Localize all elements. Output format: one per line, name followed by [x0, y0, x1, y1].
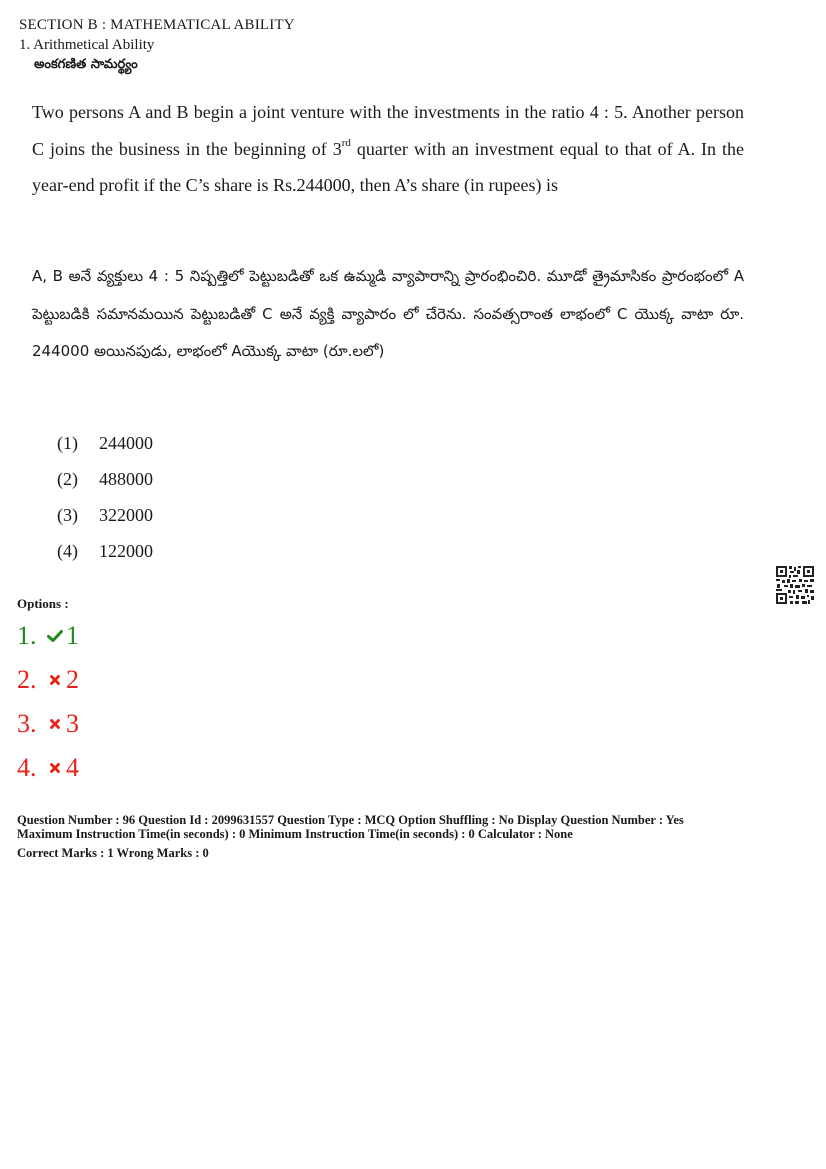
choice-value: 244000	[99, 433, 153, 453]
option-number: 2.	[17, 665, 37, 694]
choice-2	[57, 464, 153, 500]
check-icon	[44, 629, 66, 643]
question-text-part2: quarter with an investment equal to that of A. In the year-end profit if the C’s share is Rs.244000, then A’s share (in rupees) is	[32, 138, 744, 195]
question-meta-line-2: Maximum Instruction Time(in seconds) : 0 Minimum Instruction Time(in seconds) : 0 Calculator : None	[17, 827, 573, 841]
choice-value: 122000	[99, 541, 153, 561]
section-header: SECTION B : MATHEMATICAL ABILITY	[19, 17, 295, 33]
answer-choices	[57, 428, 153, 572]
question-text-english	[32, 94, 744, 204]
option-value: 4	[66, 753, 79, 782]
option-2	[17, 658, 79, 702]
option-3	[17, 702, 79, 746]
option-value: 2	[66, 665, 79, 694]
question-text-part1: Two persons A and B begin a joint venture with the investments in the ratio 4 : 5. Another person C joins the business in the beginning of 3	[32, 102, 744, 159]
subject-title-telugu: అంకగణిత సామర్థ్యం	[34, 57, 138, 72]
cross-icon	[44, 718, 66, 730]
question-meta-line-3: Correct Marks : 1 Wrong Marks : 0	[17, 846, 209, 860]
choice-number: (3)	[57, 505, 78, 525]
choice-number: (2)	[57, 469, 78, 489]
choice-value: 488000	[99, 469, 153, 489]
cross-icon	[44, 674, 66, 686]
cross-icon	[44, 762, 66, 774]
option-4	[17, 746, 79, 790]
option-number: 3.	[17, 709, 37, 738]
choice-1	[57, 428, 153, 464]
question-text-telugu: A, B అనే వ్యక్తులు 4 : 5 నిష్పత్తిలో పెట్టుబడితో ఒక ఉమ్మడి వ్యాపారాన్ని ప్రారంభించిరి. మూడో త్రైమాసికం ప్రారంభంలో A పెట్టుబడికి సమానమయిన పెట్టుబడితో C అనే వ్యక్తి వ్యాపారం లో చేరెను. సంవత్సరాంత లాభంలో C యొక్క వాటా రూ. 244000 అయినపుడు, లాభంలో Aయొక్క వాటా (రూ.లలో)	[32, 267, 744, 360]
option-value: 1	[66, 621, 79, 650]
choice-value: 322000	[99, 505, 153, 525]
option-number: 1.	[17, 621, 37, 650]
subject-title: 1. Arithmetical Ability	[19, 37, 155, 53]
option-1	[17, 614, 79, 658]
option-number: 4.	[17, 753, 37, 782]
choice-4	[57, 536, 153, 572]
qr-code-icon	[775, 565, 815, 605]
choice-3	[57, 500, 153, 536]
option-value: 3	[66, 709, 79, 738]
options-list	[17, 614, 79, 790]
question-meta-line-1: Question Number : 96 Question Id : 2099631557 Question Type : MCQ Option Shuffling : No Display Question Number : Yes	[17, 813, 684, 827]
choice-number: (1)	[57, 433, 78, 453]
choice-number: (4)	[57, 541, 78, 561]
question-text-superscript: rd	[341, 136, 351, 149]
options-label: Options :	[17, 596, 69, 611]
